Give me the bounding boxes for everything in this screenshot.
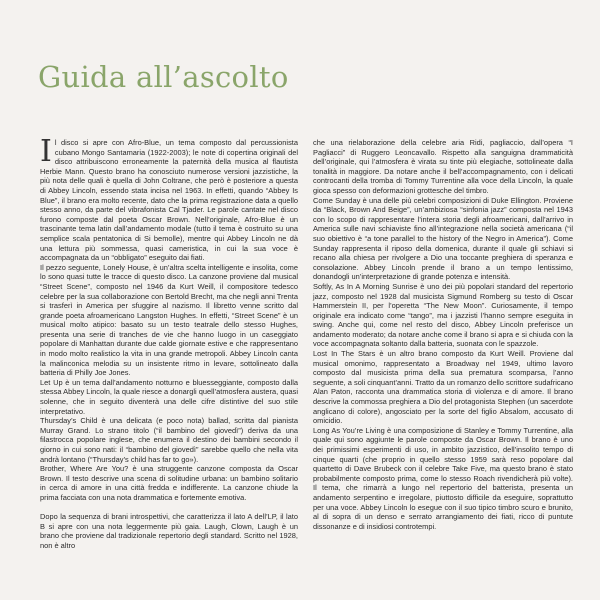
paragraph-come-sunday: Come Sunday è una delle più celebri composizioni di Duke Ellington. Proviene da “Black, Brown And Beige”, un’ambiziosa “sinfonia jazz” composta nel 1943 con lo scopo di rappresentare l’intera storia degli afroamericani, dall’arrivo in America sulle navi schiaviste fino all’integrazione nella società americana (“il suo obiettivo è “a tone parallel to the history of the Negro in America”). Come Sunday rappresenta il riposo della domenica, durante il quale gli schiavi si recano alla chiesa per rivolgere a Dio una toccante preghiera di speranza e consolazione. Abbey Lincoln prende il brano a un tempo lentissimo, donandogli un’interpretazione di grande potenza e intensità. [313,195,573,282]
paragraph-text: l disco si apre con Afro-Blue, un tema composto dal percussionista cubano Mongo Santamaria (1922-2003); le note di copertina originali del disco attribuiscono erroneamente la paternità della musica al flautista Herbie Mann. Questo brano ha conosciuto numerose versioni jazzistiche, la più nota delle quali è quella di John Coltrane, che però è posteriore a questa di Abbey Lincoln, essendo stata incisa nel 1963. In effetti, quando “Abbey Is Blue”, il brano era molto recente, dato che la prima registrazione data a quello stesso anno, da parte del vibrafonista Cal Tjader. Le parole cantate nel disco furono composte dal poeta Oscar Brown. Nell’originale, Afro-Blue è un trascinante tema latin dall’andamento modale (tutto il tema è costruito su una semplice scala pentatonica di Si bemolle), mentre qui Abbey Lincoln ne dà una lettura più sommessa, quasi cameristica, in cui la sua voce è accompagnata da un “obbligato” eseguito dai fiati. [40,138,298,263]
drop-cap: I [40,134,52,169]
paragraph-laugh-clown: Dopo la sequenza di brani introspettivi, che caratterizza il lato A dell’LP, il lato B si apre con una nota leggermente più gaia. Laugh, Clown, Laugh è un brano che proviene dal tradizionale repertorio degli standard. Scritto nel 1928, non è altro [40,512,298,550]
paragraph-long-as-youre-living: Long As You’re Living è una composizione di Stanley e Tommy Turrentine, alla quale qui sono aggiunte le parole composte da Oscar Brown. Il brano è uno dei primissimi esperimenti di uso, in ambito jazzistico, dell’insolito tempo di cinque quarti (che proprio in quello stesso 1959 sarà reso popolare dal quartetto di Dave Brubeck con il celebre Take Five, ma questo brano è stato probabilmente composto prima, come lo stesso Roach rivendicherà più volte). Il tema, che rimarrà a lungo nel repertorio del batterista, presenta un andamento serpentino e irregolare, piuttosto difficile da eseguire, soprattutto per una voce. Abbey Lincoln lo esegue con il suo tipico timbro scuro e brunito, al di sopra di un denso e serrato arrangiamento dei fiati, ricco di puntute dissonanze e di insidiosi controtempi. [313,425,573,531]
paragraph-ridi-pagliaccio: che una rielaborazione della celebre aria Ridi, pagliaccio, dall’opera “I Pagliacci” di Ruggero Leoncavallo. Rispetto alla sanguigna drammaticità dell’originale, qui l’atmosfera è virata su tinte più elegiache, sottolineate dalla tonalità in maggiore. Da notare anche il bell’accompagnamento, con i delicati controcanti della tromba di Tommy Turrentine alla voce della Lincoln, la quale gioca spesso con deformazioni grottesche del timbro. [313,138,573,195]
paragraph-lonely-house: Il pezzo seguente, Lonely House, è un’altra scelta intelligente e insolita, come lo sono quasi tutte le tracce di questo disco. La canzone proviene dal musical “Street Scene”, composto nel 1946 da Kurt Weill, il compositore tedesco celebre per la sua collaborazione con Bertold Brecht, ma che negli anni Trenta si trasferì in America per sfuggire al nazismo. Il libretto venne scritto dal grande poeta afroamericano Langston Hughes. In effetti, “Street Scene” è un musical molto atipico: basato su un testo teatrale dello stesso Hughes, presenta una serie di tranches de vie che hanno luogo in un caseggiato popolare di Manhattan durante due calde giornate estive e che rappresentano in modo molto realistico la vita in una grande metropoli. Abbey Lincoln canta la malinconica melodia su un insistente ritmo in levare, sottolineato dalla batteria di Philly Joe Jones. [40,262,298,378]
paragraph-thursdays-child: Thursday’s Child è una delicata (e poco nota) ballad, scritta dal pianista Murray Grand. Lo strano titolo (“il bambino del giovedì”) deriva da una filastrocca popolare inglese, che enumera il destino dei bambini secondo il giorno in cui sono nati: il “bambino del giovedì” sarebbe quello che nella vita andrà lontano (“Thursday’s child has far to go»). [40,416,298,464]
left-column [40,134,298,551]
paragraph-lost-in-the-stars: Lost In The Stars è un altro brano composto da Kurt Weill. Proviene dal musical omonimo, rappresentato a Broadway nel 1949, ultimo lavoro composto dal musicista prima della sua prematura scomparsa, l’anno seguente, a soli cinquant’anni. Tratto da un romanzo dello scrittore sudafricano Alan Paton, racconta una drammatica storia di violenza e di amore. Il brano descrive la commossa preghiera a Dio del protagonista Stephen (un sacerdote anglicano di colore), angosciato per la sorte del figlio Absalom, accusato di omicidio. [313,349,573,426]
paragraph-afro-blue [40,134,298,263]
page-title: Guida all’ascolto [38,60,289,94]
paragraph-softly: Softly, As In A Morning Sunrise è uno dei più popolari standard del repertorio jazz, composto nel 1928 dal musicista Sigmund Romberg su testo di Oscar Hammerstein II, per l’operetta “The New Moon”. Curiosamente, il tempo originale era indicato come “tango”, ma i jazzisti l’hanno sempre eseguita in swing. Anche qui, come nel resto del disco, Abbey Lincoln preferisce un andamento moderato; da notare anche come il brano si apra e si chiuda con la voce accompagnata soltanto dalla batteria, suonata con le spazzole. [313,281,573,349]
right-column [313,138,573,531]
paragraph-brother: Brother, Where Are You? è una struggente canzone composta da Oscar Brown. Il testo descrive una scena di solitudine urbana: un bambino solitario in cerca di amore in una città fredda e indifferente. La canzone chiude la prima facciata con una nota drammatica e fortemente emotiva. [40,464,298,502]
paragraph-let-up: Let Up è un tema dall’andamento notturno e bluesseggiante, composto dalla stessa Abbey Lincoln, la quale riesce a donargli quell’atmosfera austera, quasi solenne, che in seguito diventerà una delle cifre distintive del suo stile interpretativo. [40,377,298,416]
